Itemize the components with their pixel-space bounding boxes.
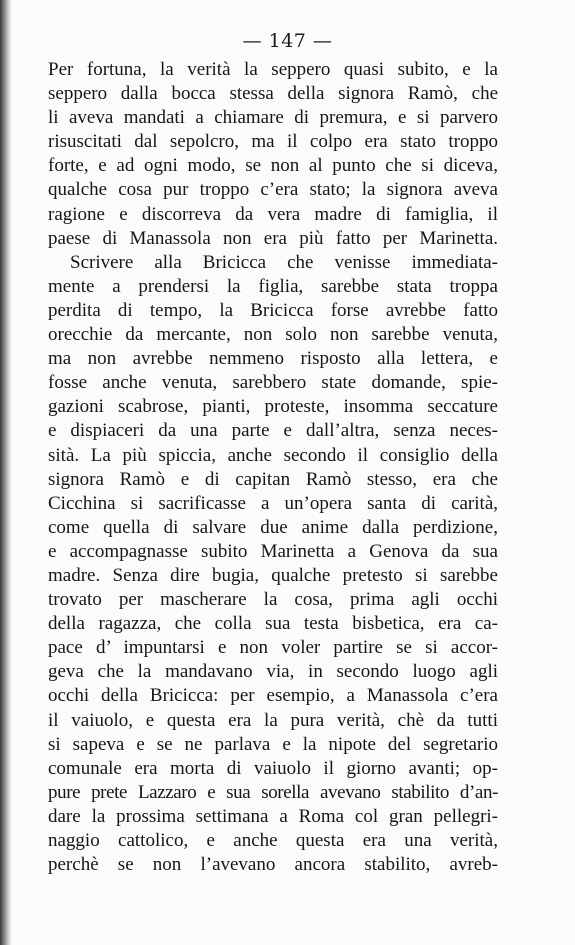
text-line: seppero dalla bocca stessa della signora Ramò, che	[48, 83, 498, 105]
text-line: madre. Senza dire bugia, qualche pretesto si sarebbe	[48, 564, 498, 586]
text-line: il vaiuolo, e questa era la pura verità, chè da tutti	[48, 709, 498, 731]
text-line: naggio cattolico, e anche questa era una verità,	[48, 830, 498, 851]
text-line: ragione e discorreva da vera madre di famiglia, il	[48, 203, 498, 225]
text-line: sità. La più spiccia, anche secondo il consiglio della	[48, 444, 498, 466]
page-number: — 147 —	[242, 30, 333, 52]
text-line: forte, e ad ogni modo, se non al punto che si diceva,	[48, 155, 498, 177]
body-text	[48, 58, 498, 877]
text-line: gazioni scabrose, pianti, proteste, insomma seccature	[48, 396, 498, 418]
text-line: si sapeva e se ne parlava e la nipote del segretario	[48, 733, 498, 755]
text-line: occhi della Bricicca: per esempio, a Manassola c’era	[48, 685, 498, 707]
text-line: Scrivere alla Bricicca che venisse immediata-	[70, 251, 498, 273]
text-line: della ragazza, che colla sua testa bisbetica, era ca-	[48, 613, 498, 635]
text-line: pace d’ impuntarsi e non voler partire se si accor-	[48, 637, 498, 659]
text-line: perdita di tempo, la Bricicca forse avrebbe fatto	[48, 299, 498, 321]
text-line: perchè se non l’avevano ancora stabilito, avreb-	[48, 854, 498, 876]
text-line: e dispiaceri da una parte e dall’altra, senza neces-	[48, 420, 498, 442]
text-line: dare la prossima settimana a Roma col gran pellegri-	[48, 805, 498, 827]
text-line: orecchie da mercante, non solo non sarebbe venuta,	[48, 324, 498, 346]
text-line: fosse anche venuta, sarebbero state domande, spie-	[48, 372, 498, 394]
text-line: ma non avrebbe nemmeno risposto alla lettera, e	[48, 348, 498, 370]
text-line: Cicchina si sacrificasse a un’opera santa di carità,	[48, 492, 498, 514]
text-line: mente a prendersi la figlia, sarebbe stata troppa	[48, 275, 498, 297]
text-line: li aveva mandati a chiamare di premura, e si parvero	[48, 107, 498, 129]
page-binding-shadow	[0, 0, 12, 945]
text-line: geva che la mandavano via, in secondo luogo agli	[48, 661, 498, 683]
text-line: signora Ramò e di capitan Ramò stesso, era che	[48, 468, 498, 490]
text-line: trovato per mascherare la cosa, prima agli occhi	[48, 589, 498, 611]
text-line: e accompagnasse subito Marinetta a Genova da sua	[48, 540, 498, 562]
text-line: pure prete Lazzaro e sua sorella avevano stabilito d’an-	[48, 781, 498, 803]
text-line: Per fortuna, la verità la seppero quasi subito, e la	[48, 59, 498, 80]
text-line: risuscitati dal sepolcro, ma il colpo era stato troppo	[48, 131, 498, 153]
text-line: come quella di salvare due anime dalla perdizione,	[48, 516, 498, 538]
text-line: paese di Manassola non era più fatto per Marinetta.	[48, 227, 498, 249]
text-line: comunale era morta di vaiuolo il giorno avanti; op-	[48, 757, 498, 779]
text-line: qualche cosa pur troppo c’era stato; la signora aveva	[48, 179, 498, 201]
